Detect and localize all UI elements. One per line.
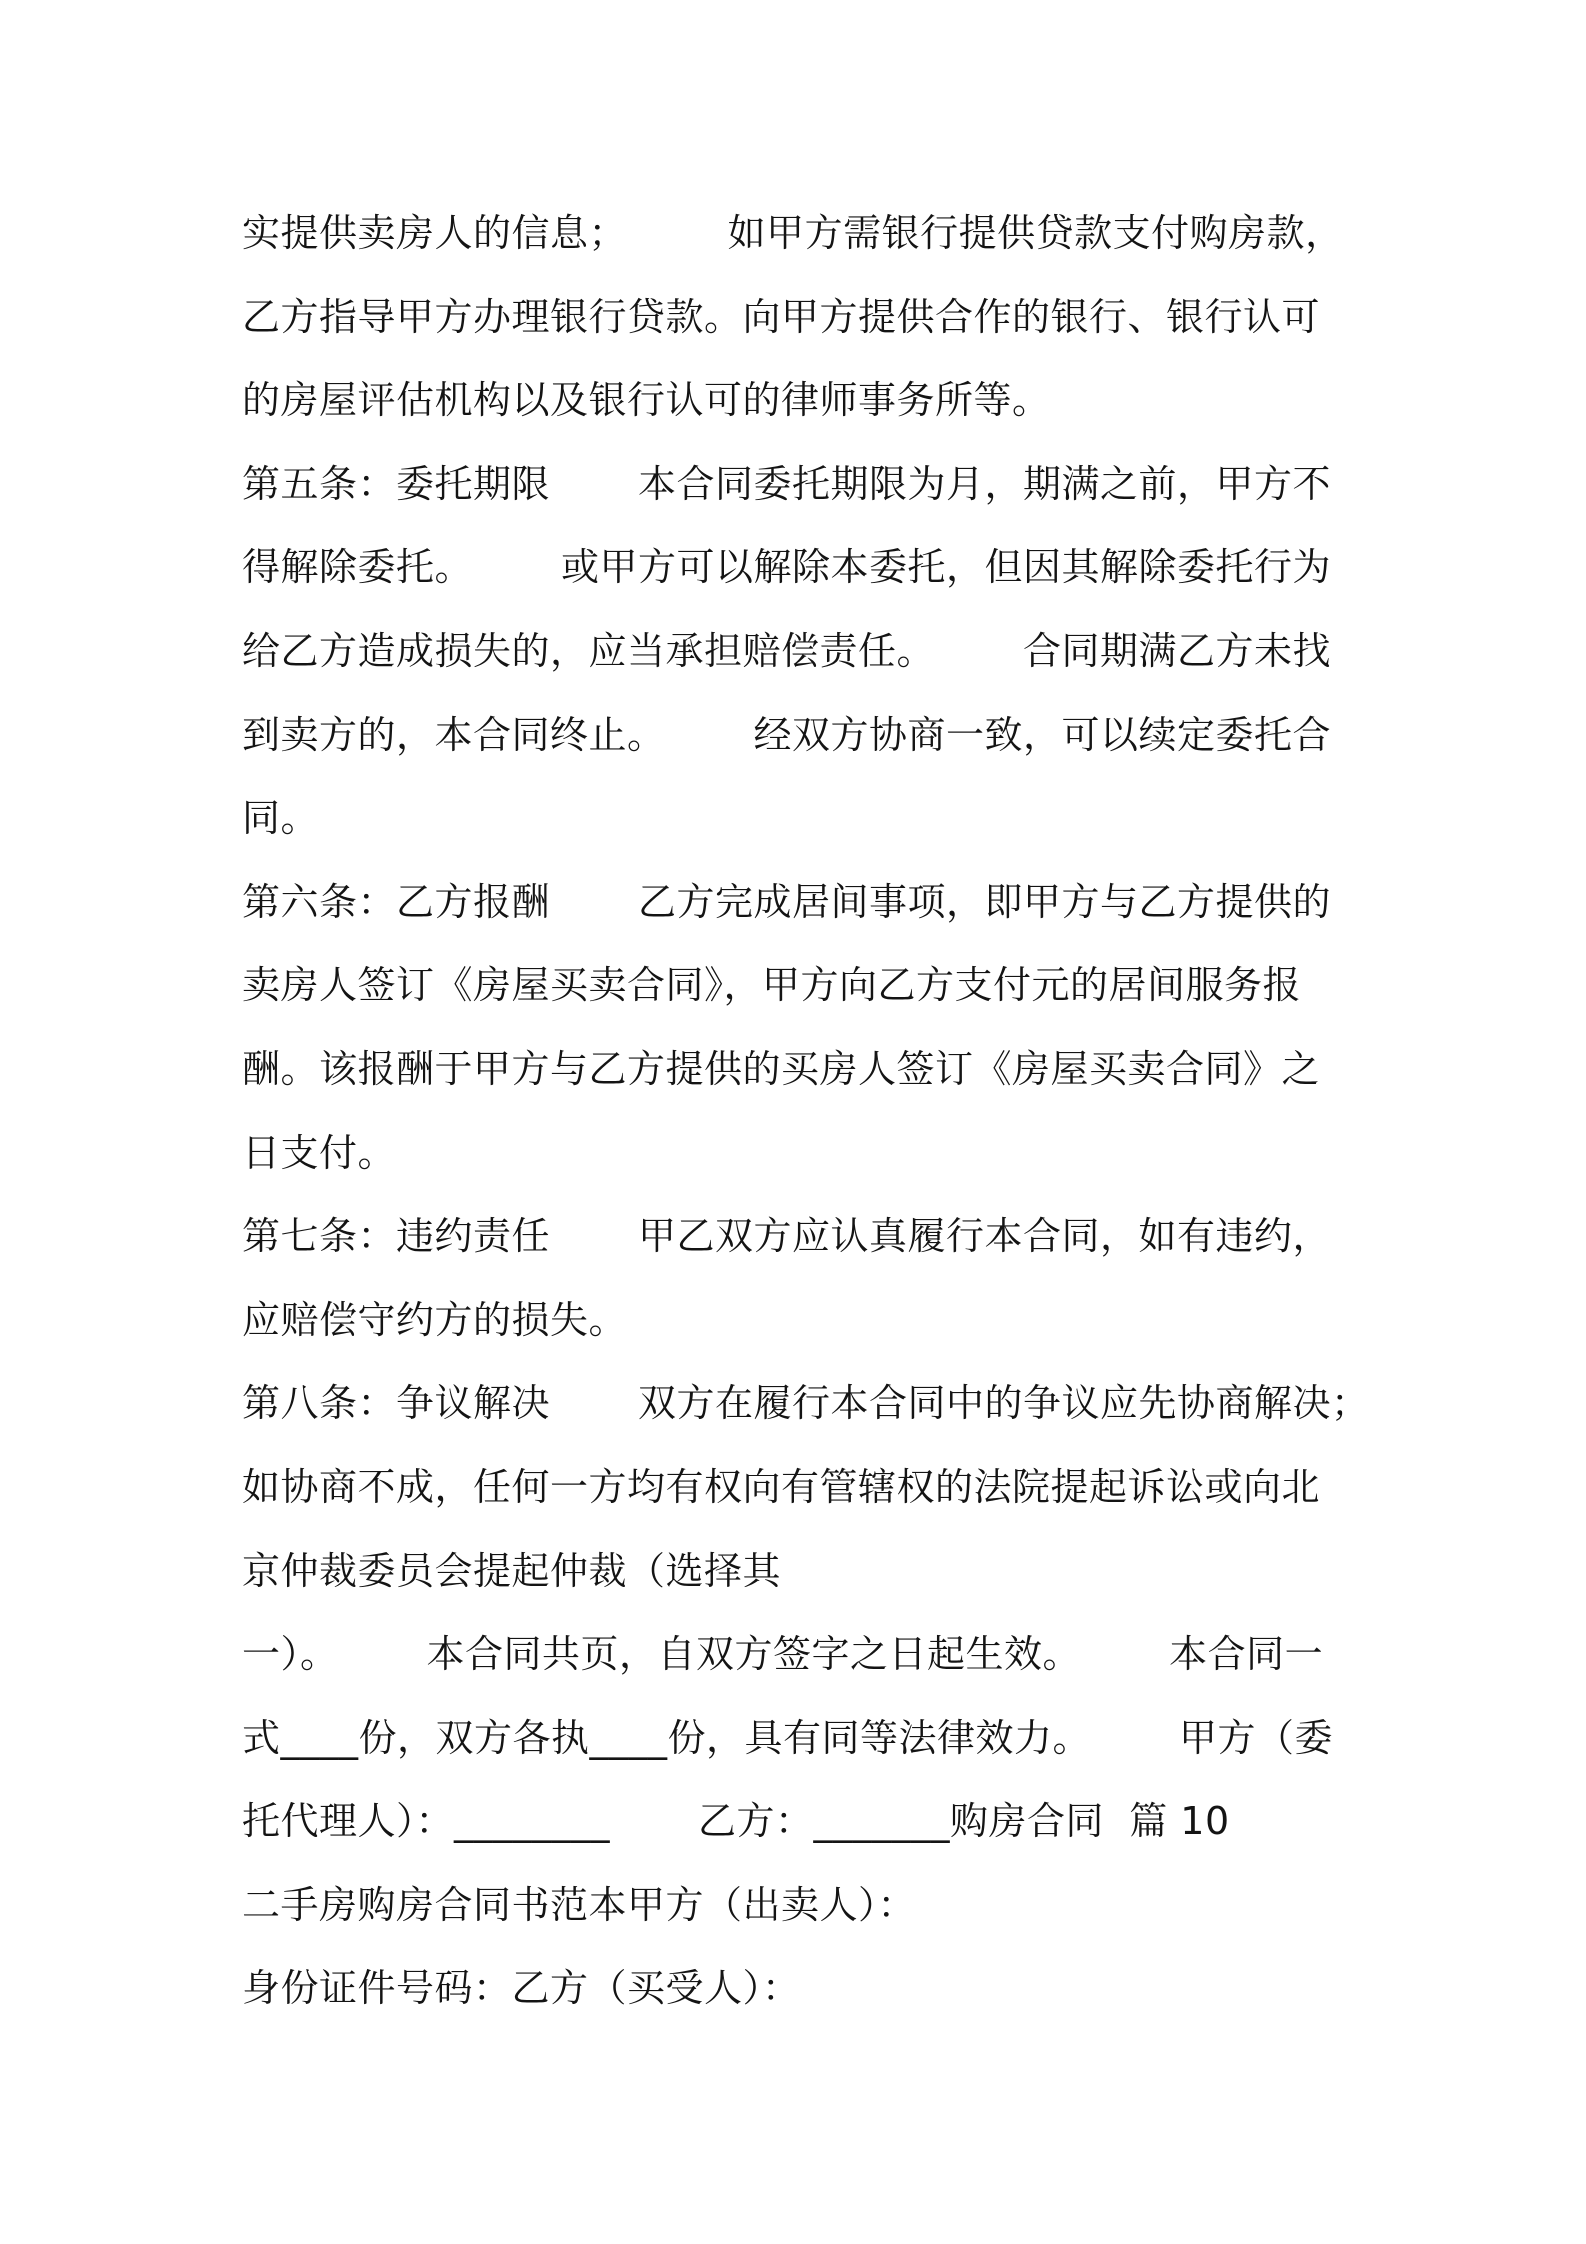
id-number-line: 身份证件号码：乙方（买受人）： xyxy=(242,1966,801,2011)
article-7-line-1: 第七条：违约责任 甲乙双方应认真履行本合同，如有违约， xyxy=(242,1214,1332,1259)
closing-line-1: 一）。 本合同共页，自双方签字之日起生效。 本合同一 xyxy=(242,1632,1324,1677)
article-6-line-3: 酬。该报酬于甲方与乙方提供的买房人签订《房屋买卖合同》之 xyxy=(242,1046,1321,1091)
article-7-line-2: 应赔偿守约方的损失。 xyxy=(242,1297,628,1342)
text-line-2: 乙方指导甲方办理银行贷款。向甲方提供合作的银行、银行认可 xyxy=(242,294,1321,339)
closing-line-2: 式____份，双方各执____份，具有同等法律效力。 甲方（委 xyxy=(242,1715,1334,1760)
contract-text xyxy=(242,192,1372,2031)
signature-line: 托代理人）：________ 乙方：_______购房合同 篇 10 xyxy=(242,1799,1230,1844)
article-6-line-4: 日支付。 xyxy=(242,1130,397,1175)
article-5-line-5: 同。 xyxy=(242,796,320,841)
article-5-line-1: 第五条：委托期限 本合同委托期限为月，期满之前，甲方不 xyxy=(242,461,1332,506)
article-6-line-1: 第六条：乙方报酬 乙方完成居间事项，即甲方与乙方提供的 xyxy=(242,879,1332,924)
article-5-line-4: 到卖方的，本合同终止。 经双方协商一致，可以续定委托合 xyxy=(242,712,1332,757)
text-line-3: 的房屋评估机构以及银行认可的律师事务所等。 xyxy=(242,378,1051,423)
article-8-line-3: 京仲裁委员会提起仲裁（选择其 xyxy=(242,1548,782,1593)
article-8-line-1: 第八条：争议解决 双方在履行本合同中的争议应先协商解决； xyxy=(242,1381,1370,1426)
article-5-line-3: 给乙方造成损失的，应当承担赔偿责任。 合同期满乙方未找 xyxy=(242,628,1332,673)
text-line-1: 实提供卖房人的信息； 如甲方需银行提供贷款支付购房款， xyxy=(242,211,1344,255)
article-5-line-2: 得解除委托。 或甲方可以解除本委托，但因其解除委托行为 xyxy=(242,545,1332,590)
contract-template-heading: 二手房购房合同书范本甲方（出卖人）： xyxy=(242,1882,917,1927)
article-8-line-2: 如协商不成，任何一方均有权向有管辖权的法院提起诉讼或向北 xyxy=(242,1464,1321,1509)
article-6-line-2: 卖房人签订《房屋买卖合同》，甲方向乙方支付元的居间服务报 xyxy=(242,963,1302,1008)
